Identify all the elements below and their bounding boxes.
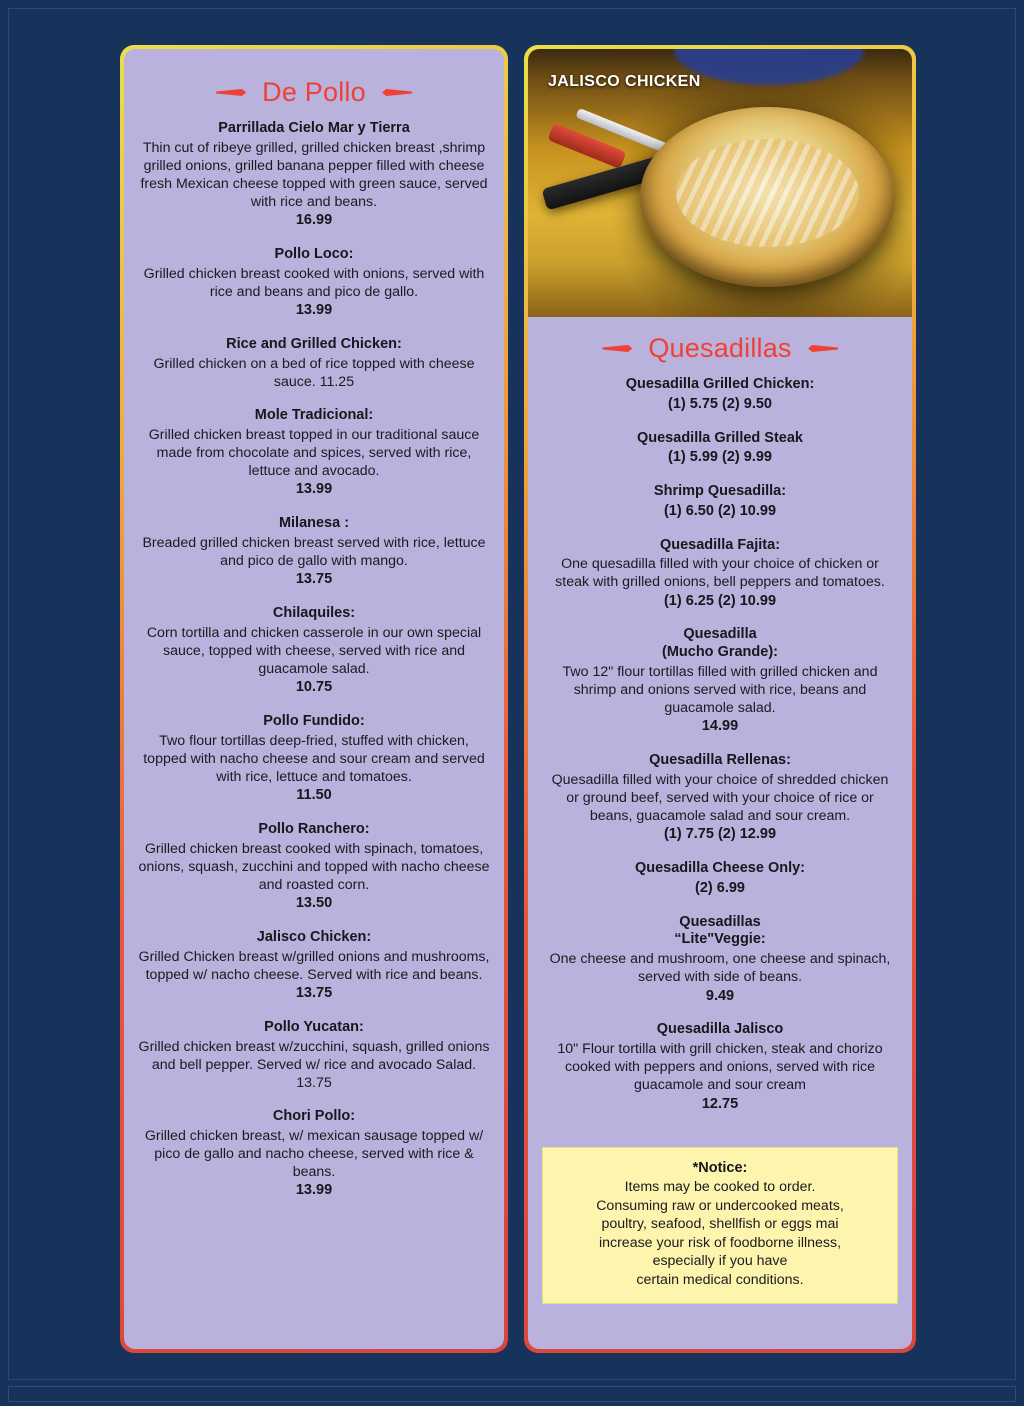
quesadillas-title: Quesadillas [648, 333, 792, 363]
menu-item [138, 246, 490, 320]
menu-item-price: (1) 5.75 (2) 9.50 [668, 395, 772, 412]
notice-lines [553, 1178, 887, 1289]
menu-item [138, 336, 490, 391]
menu-item [544, 483, 896, 521]
menu-item-price: 10.75 [295, 679, 333, 696]
notice-line: Consuming raw or undercooked meats, [596, 1197, 844, 1214]
quesadillas-body [528, 317, 912, 1137]
photo-caption: JALISCO CHICKEN [548, 73, 701, 90]
menu-item [544, 1021, 896, 1113]
menu-item-name: Parrillada Cielo Mar y Tierra [218, 120, 410, 136]
menu-item-name: Quesadillas “Lite"Veggie: [674, 913, 766, 948]
menu-item-name: Quesadilla Cheese Only: [634, 860, 806, 877]
menu-item-name: Quesadilla Jalisco [656, 1021, 784, 1038]
menu-item-name: Quesadilla Grilled Chicken: [625, 376, 815, 392]
menu-item-name: Milanesa : [278, 515, 350, 532]
menu-item-description: Two flour tortillas deep-fried, stuffed with chicken, topped with nacho cheese and sour cream and served with rice, lettuce and tomatoes. [143, 732, 485, 786]
photo-backdrop-shape [674, 49, 864, 85]
menu-item [138, 1108, 490, 1200]
menu-item-price: 13.75 [295, 985, 333, 1002]
menu-item-description: Grilled chicken breast cooked with spinach, tomatoes, onions, squash, zucchini and topped with nacho cheese and roasted corn. [138, 840, 490, 894]
dash-right-icon [382, 89, 412, 96]
menu-item-price: (2) 6.99 [695, 879, 745, 896]
notice-box [542, 1147, 898, 1304]
menu-item-name: Pollo Yucatan: [264, 1019, 364, 1036]
skillet-shape [640, 107, 895, 287]
menu-item-name: Pollo Fundido: [263, 713, 365, 730]
menu-item-description: Grilled chicken breast cooked with onions, served with rice and beans and pico de gallo. [143, 265, 485, 301]
dash-right-icon [808, 345, 838, 352]
quesadillas-panel [524, 45, 916, 1353]
de-pollo-title: De Pollo [262, 77, 366, 107]
de-pollo-panel-inner [124, 49, 504, 1349]
notice-line: increase your risk of foodborne illness, [598, 1234, 842, 1251]
menu-item-description: One quesadilla filled with your choice of chicken or steak with grilled onions, bell peppers and tomatoes. [555, 556, 885, 591]
menu-item-name: Mole Tradicional: [254, 407, 374, 424]
dash-left-icon [602, 345, 632, 352]
menu-item-description: Grilled chicken breast topped in our traditional sauce made from chocolate and spices, served with rice, lettuce and avocado. [148, 426, 480, 480]
menu-item [544, 914, 896, 1006]
menu-item-name: Pollo Ranchero: [258, 821, 370, 838]
menu-item-price: (1) 7.75 (2) 12.99 [663, 826, 777, 843]
menu-item-name: Quesadilla (Mucho Grande): [662, 626, 778, 661]
menu-item [544, 430, 896, 468]
menu-item-price: (1) 6.25 (2) 10.99 [663, 592, 777, 609]
menu-item-price: (1) 5.99 (2) 9.99 [668, 449, 772, 466]
de-pollo-heading [138, 77, 490, 108]
menu-item-description: Breaded grilled chicken breast served with rice, lettuce and pico de gallo with mango. [142, 534, 486, 570]
menu-item-description: 10" Flour tortilla with grill chicken, steak and chorizo cooked with peppers and onions, served with rice guacamole and sour cream [557, 1041, 883, 1094]
quesadillas-item-list [544, 376, 896, 1113]
menu-item-price: 14.99 [701, 718, 739, 735]
menu-item [544, 752, 896, 844]
menu-item-price: 13.99 [295, 302, 333, 319]
menu-item-price: 11.50 [296, 787, 332, 804]
menu-item-description: Grilled chicken on a bed of rice topped with cheese sauce. 11.25 [153, 355, 475, 390]
menu-item [138, 713, 490, 805]
menu-item-description: Thin cut of ribeye grilled, grilled chicken breast ,shrimp grilled onions, grilled banana pepper filled with cheese fresh Mexican cheese topped with green sauce, served with rice and beans. [140, 139, 488, 211]
menu-item-description: Corn tortilla and chicken casserole in our own special sauce, topped with cheese, served with rice and guacamole salad. [146, 624, 482, 678]
menu-item-name: Jalisco Chicken: [256, 929, 372, 946]
menu-item-price: 13.75 [295, 571, 333, 588]
menu-item [544, 376, 896, 414]
menu-item-name: Quesadilla Fajita: [659, 536, 781, 553]
menu-item [138, 929, 490, 1003]
de-pollo-item-list [138, 120, 490, 1200]
menu-item-description: Grilled chicken breast w/zucchini, squash, grilled onions and bell pepper. Served w/ rice and avocado Salad. 13.75 [138, 1038, 490, 1092]
menu-item-description: One cheese and mushroom, one cheese and spinach, served with side of beans. [549, 951, 891, 986]
dash-left-icon [216, 89, 246, 96]
menu-item [138, 605, 490, 697]
menu-item-name: Chilaquiles: [272, 605, 356, 622]
notice-line: especially if you have [652, 1253, 788, 1270]
menu-item-name: Shrimp Quesadilla: [653, 483, 787, 500]
menu-item [544, 626, 896, 736]
menu-item [138, 515, 490, 589]
menu-item-name: Pollo Loco: [274, 246, 354, 263]
menu-item-description: Two 12" flour tortillas filled with grilled chicken and shrimp and onions served with rice, beans and guacamole salad. [562, 663, 878, 717]
menu-item-price: 9.49 [705, 987, 735, 1004]
menu-item-price: 16.99 [295, 212, 333, 229]
menu-item [138, 120, 490, 230]
menu-item-name: Chori Pollo: [272, 1108, 356, 1125]
page-bottom-strip [8, 1386, 1016, 1402]
menu-item-price: 13.99 [295, 1182, 333, 1199]
notice-line: Items may be cooked to order. [624, 1179, 816, 1196]
menu-item-price: 13.99 [295, 481, 333, 498]
quesadillas-panel-inner [528, 49, 912, 1349]
menu-item-description: Grilled Chicken breast w/grilled onions and mushrooms, topped w/ nacho cheese. Served with rice and beans. [138, 948, 490, 984]
menu-item-description: Quesadilla filled with your choice of shredded chicken or ground beef, served with your choice of rice or beans, guacamole salad and sour cream. [551, 771, 889, 825]
quesadillas-heading [544, 333, 896, 364]
jalisco-chicken-photo [528, 49, 912, 317]
menu-item-name: Rice and Grilled Chicken: [226, 336, 402, 353]
notice-title: *Notice: [692, 1160, 748, 1177]
notice-line: certain medical conditions. [636, 1271, 804, 1288]
menu-item-price: (1) 6.50 (2) 10.99 [663, 502, 777, 519]
menu-item [138, 407, 490, 499]
menu-item [138, 1019, 490, 1092]
menu-item-price: 13.50 [295, 895, 333, 912]
menu-item [544, 860, 896, 898]
menu-item-name: Quesadilla Grilled Steak [636, 429, 803, 446]
notice-line: poultry, seafood, shellfish or eggs mai [601, 1216, 839, 1233]
menu-item [544, 537, 896, 611]
menu-item-price: 12.75 [701, 1095, 739, 1112]
menu-item [138, 821, 490, 913]
menu-item-description: Grilled chicken breast, w/ mexican sausage topped w/ pico de gallo and nacho cheese, served with rice & beans. [144, 1127, 484, 1181]
de-pollo-panel [120, 45, 508, 1353]
menu-item-name: Quesadilla Rellenas: [649, 752, 791, 769]
